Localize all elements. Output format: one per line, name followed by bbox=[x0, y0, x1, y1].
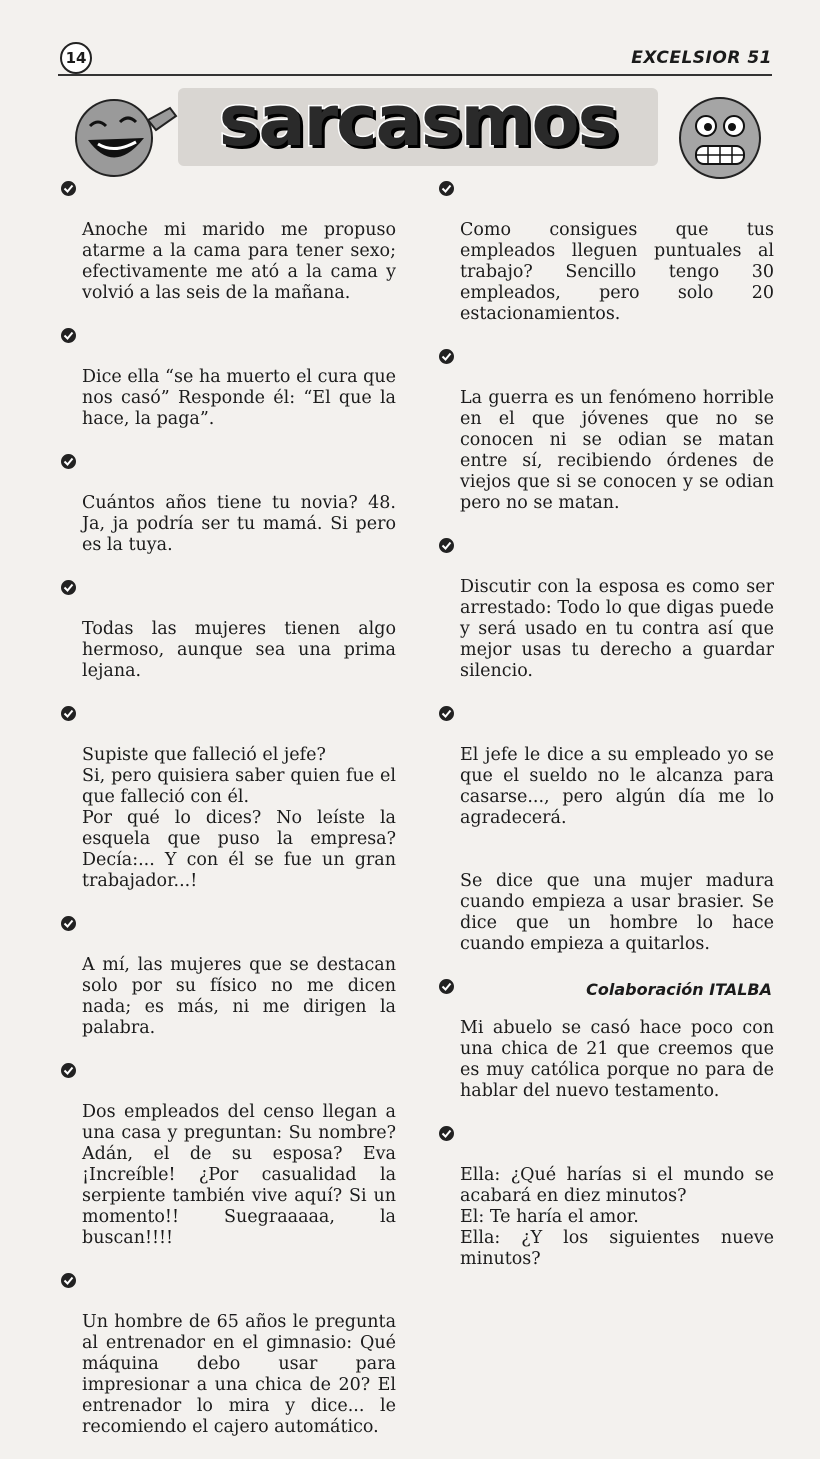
joke-text: El jefe le dice a su empleado yo se que el sueldo no le alcanza para casarse..., pero algún día me lo agradecerá. bbox=[460, 745, 774, 828]
page-number: 14 bbox=[60, 42, 92, 74]
joke-item bbox=[60, 577, 396, 682]
check-bullet-icon bbox=[60, 915, 77, 932]
check-bullet-icon bbox=[60, 180, 77, 197]
joke-text: Ella: ¿Qué harías si el mundo se acabará en diez minutos? El: Te haría el amor. Ella: ¿Y los siguientes nueve minutos? bbox=[460, 1165, 774, 1269]
joke-text: Dice ella “se ha muerto el cura que nos casó” Responde él: “El que la hace, la paga”. bbox=[82, 367, 396, 429]
credit-line: Colaboración ITALBA bbox=[586, 980, 772, 999]
joke-text: Cuántos años tiene tu novia? 48. Ja, ja podría ser tu mamá. Si pero es la tuya. bbox=[82, 493, 396, 555]
joke-text: La guerra es un fenómeno horrible en el que jóvenes que no se conocen ni se odian se matan entre sí, recibiendo órdenes de viejos que si se conocen y se odian pero no se matan. bbox=[460, 388, 774, 513]
joke-text: Discutir con la esposa es como ser arrestado: Todo lo que digas puede y será usado en tu contra así que mejor usas tu derecho a guardar silencio. bbox=[460, 577, 774, 681]
joke-text: Se dice que una mujer madura cuando empieza a usar brasier. Se dice que un hombre lo hace cuando empieza a quitarlos. bbox=[460, 871, 774, 954]
magazine-name: EXCELSIOR 51 bbox=[631, 48, 772, 68]
check-bullet-icon bbox=[438, 180, 455, 197]
joke-item bbox=[60, 178, 396, 304]
joke-text: Dos empleados del censo llegan a una casa y preguntan: Su nombre? Adán, el de su esposa? Eva ¡Increíble! ¿Por casualidad la serpiente también vive aquí? Si un momento!! Suegraaaaa, la buscan!!!! bbox=[82, 1102, 396, 1248]
check-bullet-icon bbox=[60, 1272, 77, 1289]
check-bullet-icon bbox=[60, 705, 77, 722]
laughing-face-icon bbox=[68, 90, 180, 180]
title-text: sarcasmos bbox=[218, 80, 618, 162]
header-rule bbox=[58, 74, 772, 76]
check-bullet-icon bbox=[60, 327, 77, 344]
joke-text: A mí, las mujeres que se destacan solo por su físico no me dicen nada; es más, ni me dirigen la palabra. bbox=[82, 955, 396, 1038]
check-bullet-icon bbox=[60, 579, 77, 596]
joke-item bbox=[438, 346, 774, 514]
joke-item bbox=[60, 703, 396, 892]
joke-text: Anoche mi marido me propuso atarme a la cama para tener sexo; efectivamente me ató a la cama y volvió a las seis de la mañana. bbox=[82, 220, 396, 303]
joke-text: Supiste que falleció el jefe? Si, pero quisiera saber quien fue el que falleció con él. Por qué lo dices? No leíste la esquela que puso la empresa? Decía:... Y con él se fue un gran trabajador...! bbox=[82, 745, 396, 891]
check-bullet-icon bbox=[438, 1125, 455, 1142]
right-column bbox=[438, 178, 774, 1291]
check-bullet-icon bbox=[438, 705, 455, 722]
joke-text: Mi abuelo se casó hace poco con una chica de 21 que creemos que es muy católica porque no para de hablar del nuevo testamento. bbox=[460, 1018, 774, 1101]
joke-text: Como consigues que tus empleados lleguen puntuales al trabajo? Sencillo tengo 30 empleados, pero solo 20 estacionamientos. bbox=[460, 220, 774, 324]
check-bullet-icon bbox=[438, 537, 455, 554]
check-bullet-icon bbox=[438, 978, 455, 995]
joke-item bbox=[60, 325, 396, 430]
joke-item bbox=[438, 703, 774, 829]
check-bullet-icon bbox=[60, 453, 77, 470]
left-column bbox=[60, 178, 396, 1459]
joke-item bbox=[438, 1123, 774, 1270]
grinning-face-icon bbox=[676, 94, 764, 182]
check-bullet-icon bbox=[438, 348, 455, 365]
joke-item bbox=[438, 850, 774, 955]
joke-item bbox=[60, 451, 396, 556]
title-banner bbox=[58, 78, 770, 178]
joke-item bbox=[438, 535, 774, 682]
joke-item bbox=[60, 1060, 396, 1249]
joke-item bbox=[60, 1270, 396, 1438]
joke-text: Un hombre de 65 años le pregunta al entrenador en el gimnasio: Qué máquina debo usar para impresionar a una chica de 20? El entrenador lo mira y dice... le recomiendo el cajero automático. bbox=[82, 1312, 396, 1437]
check-bullet-icon bbox=[60, 1062, 77, 1079]
joke-item bbox=[438, 178, 774, 325]
joke-text: Todas las mujeres tienen algo hermoso, aunque sea una prima lejana. bbox=[82, 619, 396, 681]
joke-item bbox=[60, 913, 396, 1039]
